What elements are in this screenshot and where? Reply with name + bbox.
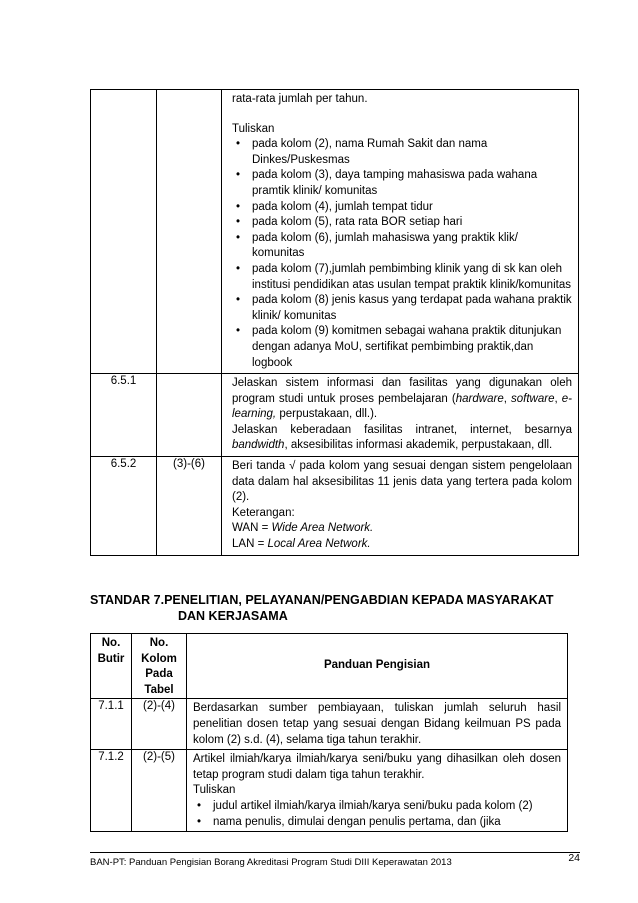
kolom-cell [157, 90, 222, 374]
header-butir: No. Butir [91, 634, 132, 699]
footer-text: BAN-PT: Panduan Pengisian Borang Akreditasi Program Studi DIII Keperawatan 2013 [90, 857, 452, 868]
header-kolom: No. Kolom Pada Tabel [132, 634, 187, 699]
list-item: • pada kolom (6), jumlah mahasiswa yang praktik klik/ komunitas [252, 231, 572, 262]
kolom-cell: (3)-(6) [157, 457, 222, 556]
standard-heading-line: STANDAR 7.PENELITIAN, PELAYANAN/PENGABDIAN KEPADA MASYARAKAT [90, 593, 554, 607]
header-panduan: Panduan Pengisian [187, 634, 568, 699]
table-header-row [91, 634, 568, 699]
guidance-lead: rata-rata jumlah per tahun. [232, 93, 368, 105]
list-item: • pada kolom (4), jumlah tempat tidur [252, 200, 572, 216]
list-item: • pada kolom (2), nama Rumah Sakit dan nama Dinkes/Puskesmas [252, 137, 572, 168]
tuliskan-label: Tuliskan [232, 122, 275, 135]
list-item: • pada kolom (8) jenis kasus yang terdapat pada wahana praktik klinik/ komunitas [252, 293, 572, 324]
list-item: • nama penulis, dimulai dengan penulis pertama, dan (jika [213, 815, 561, 831]
table-row [91, 90, 579, 374]
standard-heading [90, 592, 590, 624]
guidance-cell [222, 90, 579, 374]
keterangan-label: Keterangan: [232, 506, 295, 519]
butir-cell: 7.1.1 [91, 699, 132, 750]
kolom-cell: (2)-(5) [132, 750, 187, 832]
list-item: • pada kolom (7),jumlah pembimbing klinik yang di sk kan oleh institusi pendidikan atas usulan tempat praktik klinik/komunitas [252, 262, 572, 293]
guidance-list [193, 799, 561, 830]
guidance-list [232, 137, 572, 371]
list-item: • judul artikel ilmiah/karya ilmiah/karya seni/buku pada kolom (2) [213, 799, 561, 815]
guide-table-standard-6 [90, 89, 579, 556]
guidance-cell: Berdasarkan sumber pembiayaan, tuliskan jumlah seluruh hasil penelitian dosen tetap yang sesuai dengan Bidang keilmuan PS pada kolom (2) s.d. (4), selama tiga tahun terakhir. [187, 699, 568, 750]
lan-definition: LAN = Local Area Network. [232, 538, 371, 551]
table-row [91, 699, 568, 750]
tuliskan-label: Tuliskan [193, 784, 236, 797]
guidance-cell [222, 457, 579, 556]
page-number: 24 [568, 852, 580, 864]
page-footer [90, 852, 580, 867]
table-row [91, 457, 579, 556]
kolom-cell: (2)-(4) [132, 699, 187, 750]
guidance-cell [222, 374, 579, 457]
wan-definition: WAN = Wide Area Network. [232, 522, 374, 535]
list-item: • pada kolom (3), daya tamping mahasiswa pada wahana pramtik klinik/ komunitas [252, 168, 572, 199]
guidance-paragraph: Artikel ilmiah/karya ilmiah/karya seni/buku yang dihasilkan oleh dosen tetap program studi dalam tiga tahun terakhir. [193, 753, 561, 781]
kolom-cell [157, 374, 222, 457]
guide-table-standard-7 [90, 633, 568, 832]
table-row [91, 750, 568, 832]
guidance-cell [187, 750, 568, 832]
butir-cell: 6.5.2 [91, 457, 157, 556]
guidance-paragraph: Jelaskan keberadaan fasilitas intranet, internet, besarnya bandwidth, aksesibilitas informasi akademik, perpustakaan, dll. [232, 423, 572, 452]
butir-cell [91, 90, 157, 374]
butir-cell: 6.5.1 [91, 374, 157, 457]
table-row [91, 374, 579, 457]
guidance-paragraph: Beri tanda √ pada kolom yang sesuai dengan sistem pengelolaan data dalam hal aksesibilitas 11 jenis data yang tertera pada kolom (2). [232, 460, 572, 504]
standard-heading-line: DAN KERJASAMA [178, 609, 288, 623]
guidance-paragraph: Jelaskan sistem informasi dan fasilitas yang digunakan oleh program studi untuk proses pembelajaran (hardware, software, e-learning, perpustakaan, dll.). [232, 377, 573, 421]
butir-cell: 7.1.2 [91, 750, 132, 832]
list-item: • pada kolom (5), rata rata BOR setiap hari [252, 215, 572, 231]
list-item: • pada kolom (9) komitmen sebagai wahana praktik ditunjukan dengan adanya MoU, sertifikat pembimbing praktik,dan logbook [252, 324, 572, 371]
